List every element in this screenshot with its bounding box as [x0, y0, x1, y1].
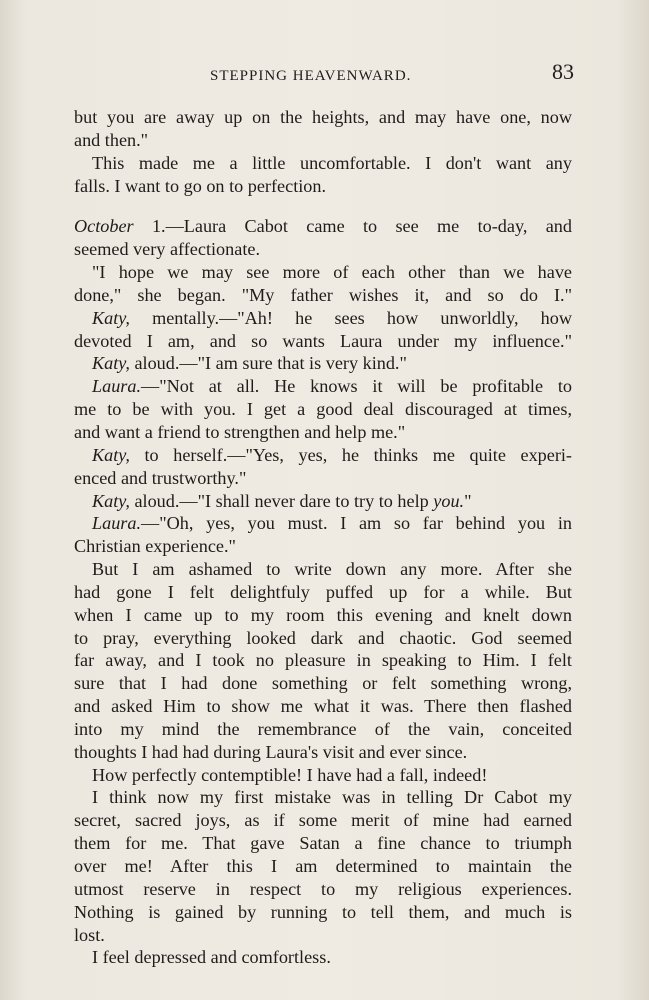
text-run: mentally.—"Ah! he sees how unworldly, how [129, 307, 572, 328]
text-line [74, 129, 572, 152]
text-run: to herself.—"Yes, yes, he thinks me quite experi- [129, 444, 572, 465]
text-run: 1.—Laura Cabot came to see me to-day, and [133, 216, 572, 237]
italic-text: Katy, [92, 490, 130, 511]
text-line [74, 672, 572, 695]
text-run: over me! After this I am determined to maintain the [74, 856, 572, 876]
text-run: lost. [74, 924, 105, 945]
text-run: secret, sacred joys, as if some merit of mine had earned [74, 810, 572, 831]
text-line [74, 627, 572, 650]
italic-text: Katy, [92, 353, 130, 374]
text-run: —"Not at all. He knows it will be profitable to [141, 376, 572, 397]
text-line [74, 718, 572, 741]
text-line [74, 741, 572, 764]
page-number: 83 [552, 59, 574, 84]
italic-text: you. [433, 490, 465, 511]
italic-text: October [74, 216, 134, 237]
text-run: devoted I am, and so wants Laura under my influence." [74, 330, 572, 351]
text-line [74, 832, 572, 855]
text-line [74, 558, 572, 581]
text-run: thoughts I had had during Laura's visit and ever since. [74, 741, 468, 762]
text-run: enced and trustworthy." [74, 467, 247, 488]
text-line [74, 307, 572, 330]
text-line [74, 175, 572, 198]
text-run: and want a friend to strengthen and help me." [74, 421, 406, 442]
text-run: "I hope we may see more of each other than we have [92, 262, 572, 283]
text-line [74, 421, 572, 444]
text-run: and asked Him to show me what it was. There then flashed [74, 696, 572, 717]
text-line [74, 261, 572, 284]
text-run: them for me. That gave Satan a fine chance to triumph [74, 833, 572, 854]
text-run: falls. I want to go on to perfection. [74, 175, 327, 196]
text-run: " [464, 490, 472, 511]
running-title: STEPPING HEAVENWARD. [210, 68, 412, 84]
text-run: How perfectly contemptible! I have had a fall, indeed! [92, 764, 488, 785]
paragraph-gap [74, 197, 572, 215]
text-run: to pray, everything looked dark and chaotic. God seemed [74, 627, 572, 648]
text-run: had gone I felt delightfuly puffed up for a while. But [74, 581, 572, 602]
text-line [74, 398, 572, 421]
text-run: —"Oh, yes, you must. I am so far behind you in [141, 513, 572, 534]
page-header [74, 59, 574, 90]
text-line [74, 581, 572, 604]
text-run: when I came up to my room this evening and knelt down [74, 604, 572, 625]
body-text [74, 106, 572, 969]
text-line [74, 375, 572, 398]
text-line [74, 786, 572, 809]
text-line [74, 444, 572, 467]
text-line [74, 535, 572, 558]
text-run: aloud.—"I shall never dare to try to help [129, 490, 434, 511]
italic-text: Laura. [92, 376, 142, 397]
text-line [74, 901, 572, 924]
text-line [74, 764, 572, 787]
text-line [74, 878, 572, 901]
text-line [74, 946, 572, 969]
text-line [74, 352, 572, 375]
text-run: I think now my first mistake was in telling Dr Cabot my [92, 787, 572, 808]
text-run: Christian experience." [74, 536, 236, 557]
text-run: done," she began. "My father wishes it, and so do I." [74, 284, 572, 305]
text-run: sure that I had done something or felt something wrong, [74, 673, 572, 694]
text-line [74, 238, 572, 261]
text-run: This made me a little uncomfortable. I don't want any [92, 152, 572, 173]
italic-text: Katy, [92, 307, 130, 328]
text-line [74, 924, 572, 947]
italic-text: Laura. [92, 513, 142, 534]
text-line [74, 695, 572, 718]
text-run: me to be with you. I get a good deal discouraged at times, [74, 399, 572, 420]
text-line [74, 809, 572, 832]
text-line [74, 152, 572, 175]
text-line [74, 467, 572, 490]
text-run: But I am ashamed to write down any more. After she [92, 559, 572, 580]
text-run: and then." [74, 129, 149, 150]
text-run: I feel depressed and comfortless. [92, 947, 331, 968]
text-run: seemed very affectionate. [74, 239, 260, 260]
text-line [74, 855, 572, 878]
text-line [74, 330, 572, 353]
text-run: utmost reserve in respect to my religious experiences. [74, 878, 572, 899]
text-line [74, 284, 572, 307]
text-run: but you are away up on the heights, and may have one, now [74, 107, 572, 127]
text-line [74, 215, 572, 238]
text-run: Nothing is gained by running to tell them, and much is [74, 901, 572, 922]
text-run: into my mind the remembrance of the vain, conceited [74, 718, 572, 739]
text-line [74, 604, 572, 627]
text-line [74, 106, 572, 129]
text-run: far away, and I took no pleasure in speaking to Him. I felt [74, 650, 572, 671]
text-line [74, 649, 572, 672]
text-run: aloud.—"I am sure that is very kind." [129, 353, 407, 374]
italic-text: Katy, [92, 444, 130, 465]
text-line [74, 490, 572, 513]
text-line [74, 512, 572, 535]
